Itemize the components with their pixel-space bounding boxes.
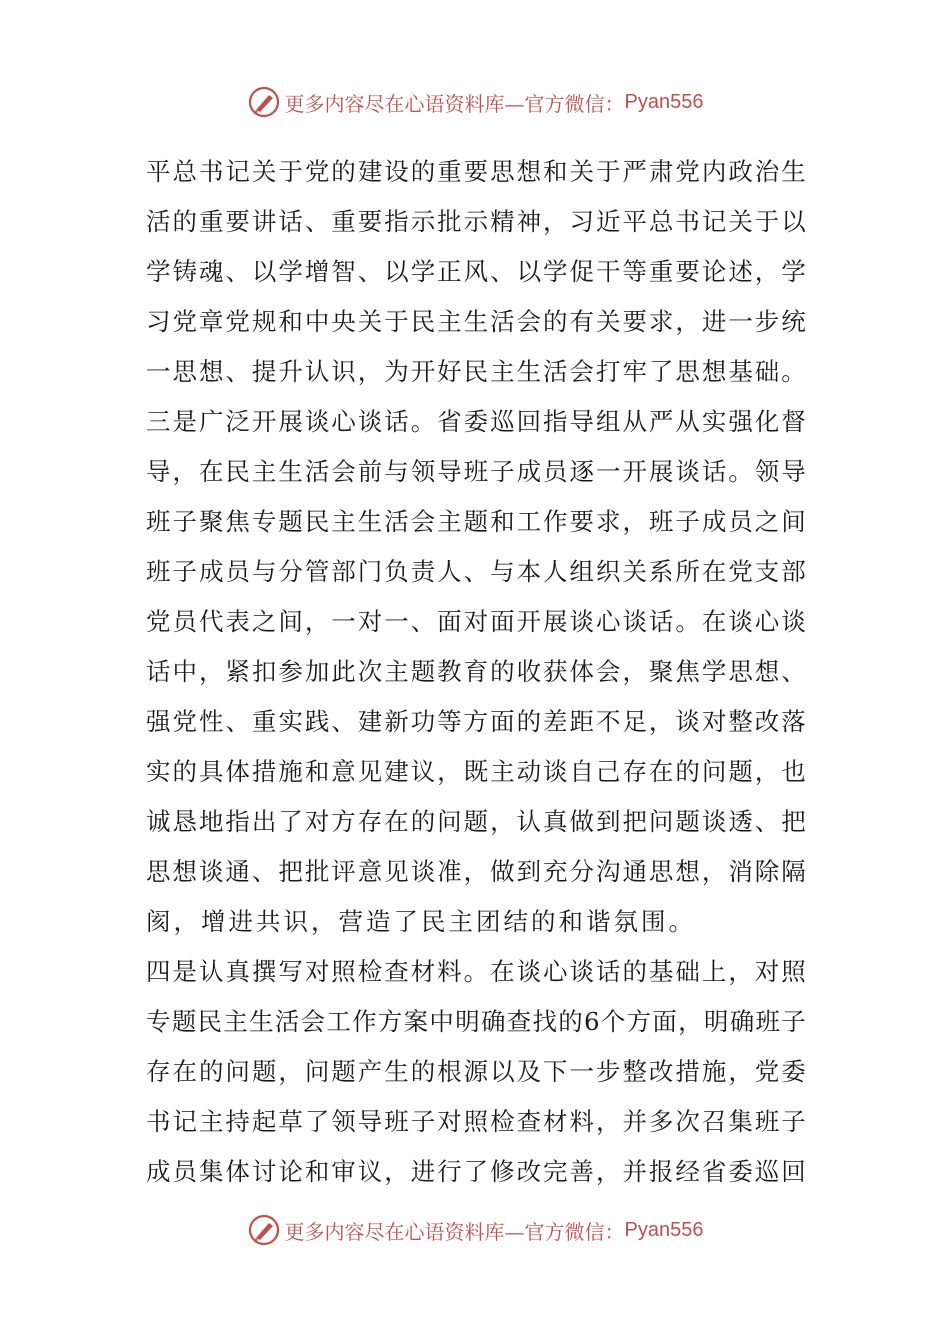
body-line: 思 想 谈 通 、 把 批 评 意 见 谈 准 ， 做 到 充 分 沟 通 思 想 ， 消 除 隔	[146, 857, 806, 886]
pen-nib-icon	[247, 1213, 281, 1247]
footer-watermark	[0, 1210, 950, 1250]
watermark-wechat-id: Pyan556	[624, 90, 704, 113]
body-line: 存 在 的 问 题 ， 问 题 产 生 的 根 源 以 及 下 一 步 整 改 措 施 ， 党 委	[146, 1057, 806, 1086]
body-line: 书 记 主 持 起 草 了 领 导 班 子 对 照 检 查 材 料 ， 并 多 次 召 集 班 子	[146, 1107, 806, 1136]
body-line: 阂 ， 增 进 共 识 ， 营 造 了 民 主 团 结 的 和 谐 氛 围 。	[146, 907, 696, 936]
body-line: 实 的 具 体 措 施 和 意 见 建 议 ， 既 主 动 谈 自 己 存 在 的 问 题 ， 也	[146, 757, 806, 786]
body-line: 党 员 代 表 之 间 ， 一 对 一 、 面 对 面 开 展 谈 心 谈 话 。 在 谈 心 谈	[146, 607, 806, 636]
watermark-wechat-id: Pyan556	[624, 1218, 704, 1241]
pen-nib-icon	[247, 85, 281, 119]
body-line: 班 子 成 员 与 分 管 部 门 负 责 人 、 与 本 人 组 织 关 系 所 在 党 支 部	[146, 557, 806, 586]
watermark-text: 更多内容尽在心语资料库—官方微信：	[284, 91, 625, 116]
body-line: 四 是 认 真 撰 写 对 照 检 查 材 料 。 在 谈 心 谈 话 的 基 础 上 ， 对 照	[146, 957, 806, 986]
body-line: 学 铸 魂 、 以 学 增 智 、 以 学 正 风 、 以 学 促 干 等 重 要 论 述 ， 学	[146, 257, 806, 286]
body-line: 班 子 聚 焦 专 题 民 主 生 活 会 主 题 和 工 作 要 求 ， 班 子 成 员 之 间	[146, 507, 806, 536]
header-watermark	[0, 82, 950, 122]
body-line: 活 的 重 要 讲 话 、 重 要 指 示 批 示 精 神 ， 习 近 平 总 书 记 关 于 以	[146, 207, 806, 236]
watermark-text: 更多内容尽在心语资料库—官方微信：	[284, 1219, 625, 1244]
body-line: 专 题 民 主 生 活 会 工 作 方 案 中 明 确 查 找 的 6 个 方 面 ， 明 确 班 子	[146, 1007, 806, 1036]
body-line: 强 党 性 、 重 实 践 、 建 新 功 等 方 面 的 差 距 不 足 ， 谈 对 整 改 落	[146, 707, 806, 736]
body-line: 诚 恳 地 指 出 了 对 方 存 在 的 问 题 ， 认 真 做 到 把 问 题 谈 透 、 把	[146, 807, 806, 836]
document-body	[146, 147, 806, 1197]
body-line: 一 思 想 、 提 升 认 识 ， 为 开 好 民 主 生 活 会 打 牢 了 思 想 基 础 。	[146, 357, 806, 386]
body-line: 成 员 集 体 讨 论 和 审 议 ， 进 行 了 修 改 完 善 ， 并 报 经 省 委 巡 回	[146, 1157, 806, 1186]
body-line: 三 是 广 泛 开 展 谈 心 谈 话 。 省 委 巡 回 指 导 组 从 严 从 实 强 化 督	[146, 407, 806, 436]
body-line: 平 总 书 记 关 于 党 的 建 设 的 重 要 思 想 和 关 于 严 肃 党 内 政 治 生	[146, 157, 806, 186]
body-line: 导 ， 在 民 主 生 活 会 前 与 领 导 班 子 成 员 逐 一 开 展 谈 话 。 领 导	[146, 457, 806, 486]
body-line: 习 党 章 党 规 和 中 央 关 于 民 主 生 活 会 的 有 关 要 求 ， 进 一 步 统	[146, 307, 806, 336]
body-line: 话 中 ， 紧 扣 参 加 此 次 主 题 教 育 的 收 获 体 会 ， 聚 焦 学 思 想 、	[146, 657, 806, 686]
